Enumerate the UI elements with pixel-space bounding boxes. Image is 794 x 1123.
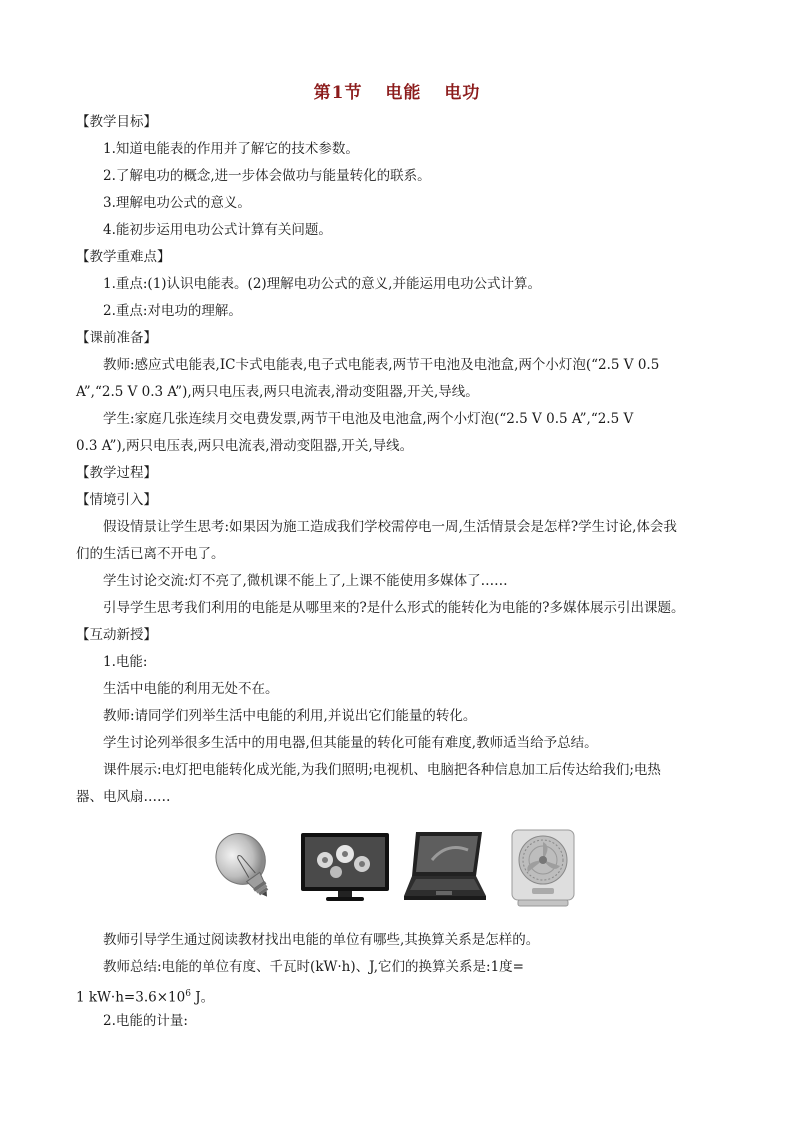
- appliance-figures: [200, 826, 590, 911]
- intro-line1: 假设情景让学生思考:如果因为施工造成我们学校需停电一周,生活情景会是怎样?学生讨论,体会我: [103, 519, 677, 535]
- unit-line2: 教师总结:电能的单位有度、千瓦时(kW·h)、J,它们的换算关系是:1度=: [103, 959, 524, 975]
- light-bulb-image: [208, 826, 288, 906]
- title-part-energy: 电能: [385, 83, 422, 103]
- energy-line2: 教师:请同学们列举生活中电能的利用,并说出它们能量的转化。: [103, 708, 477, 724]
- energy-heading: 1.电能:: [103, 654, 148, 670]
- objective-1: 1.知道电能表的作用并了解它的技术参数。: [103, 141, 359, 157]
- heading-process: 【教学过程】: [76, 465, 157, 481]
- prep-student-line1: 学生:家庭几张连续月交电费发票,两节干电池及电池盒,两个小灯泡(“2.5 V 0.5 A”,“2.5 V: [103, 411, 634, 427]
- electric-fan-image: [508, 826, 578, 908]
- heading-preparation: 【课前准备】: [76, 330, 157, 346]
- objective-3: 3.理解电功公式的意义。: [103, 195, 251, 211]
- energy-line5: 器、电风扇……: [76, 789, 171, 805]
- laptop-image: [402, 830, 488, 904]
- intro-line2: 们的生活已离不开电了。: [76, 546, 225, 562]
- exponent: 6: [185, 989, 191, 999]
- heading-key-points: 【教学重难点】: [76, 249, 171, 265]
- title-section: 第1节: [313, 83, 363, 103]
- heading-objectives: 【教学目标】: [76, 114, 157, 130]
- intro-line4: 引导学生思考我们利用的电能是从哪里来的?是什么形式的能转化为电能的?多媒体展示引出课题。: [103, 600, 685, 616]
- heading-interactive: 【互动新授】: [76, 627, 157, 643]
- heading-intro: 【情境引入】: [76, 492, 157, 508]
- objective-2: 2.了解电功的概念,进一步体会做功与能量转化的联系。: [103, 168, 431, 184]
- conversion-formula: 1 kW·h=3.6×10: [76, 989, 186, 1006]
- unit-line3: [76, 983, 716, 1009]
- unit-line1: 教师引导学生通过阅读教材找出电能的单位有哪些,其换算关系是怎样的。: [103, 932, 540, 948]
- conversion-unit: J。: [190, 989, 215, 1006]
- metering-heading: 2.电能的计量:: [103, 1013, 188, 1029]
- title-part-work: 电功: [444, 83, 481, 103]
- intro-line3: 学生讨论交流:灯不亮了,微机课不能上了,上课不能使用多媒体了……: [103, 573, 508, 589]
- energy-line1: 生活中电能的利用无处不在。: [103, 681, 279, 697]
- key-point-1: 1.重点:(1)认识电能表。(2)理解电功公式的意义,并能运用电功公式计算。: [103, 276, 541, 292]
- television-image: [300, 832, 390, 904]
- energy-line3: 学生讨论列举很多生活中的用电器,但其能量的转化可能有难度,教师适当给予总结。: [103, 735, 598, 751]
- prep-teacher-line1: 教师:感应式电能表,IC卡式电能表,电子式电能表,两节干电池及电池盒,两个小灯泡(“2.5 V 0.5: [103, 357, 660, 373]
- prep-teacher-line2: A”,“2.5 V 0.3 A”),两只电压表,两只电流表,滑动变阻器,开关,导线。: [76, 384, 479, 400]
- energy-line4: 课件展示:电灯把电能转化成光能,为我们照明;电视机、电脑把各种信息加工后传达给我们;电热: [103, 762, 661, 778]
- objective-4: 4.能初步运用电功公式计算有关问题。: [103, 222, 332, 238]
- key-point-2: 2.重点:对电功的理解。: [103, 303, 242, 319]
- prep-student-line2: 0.3 A”),两只电压表,两只电流表,滑动变阻器,开关,导线。: [76, 438, 414, 454]
- page-title: [0, 78, 794, 103]
